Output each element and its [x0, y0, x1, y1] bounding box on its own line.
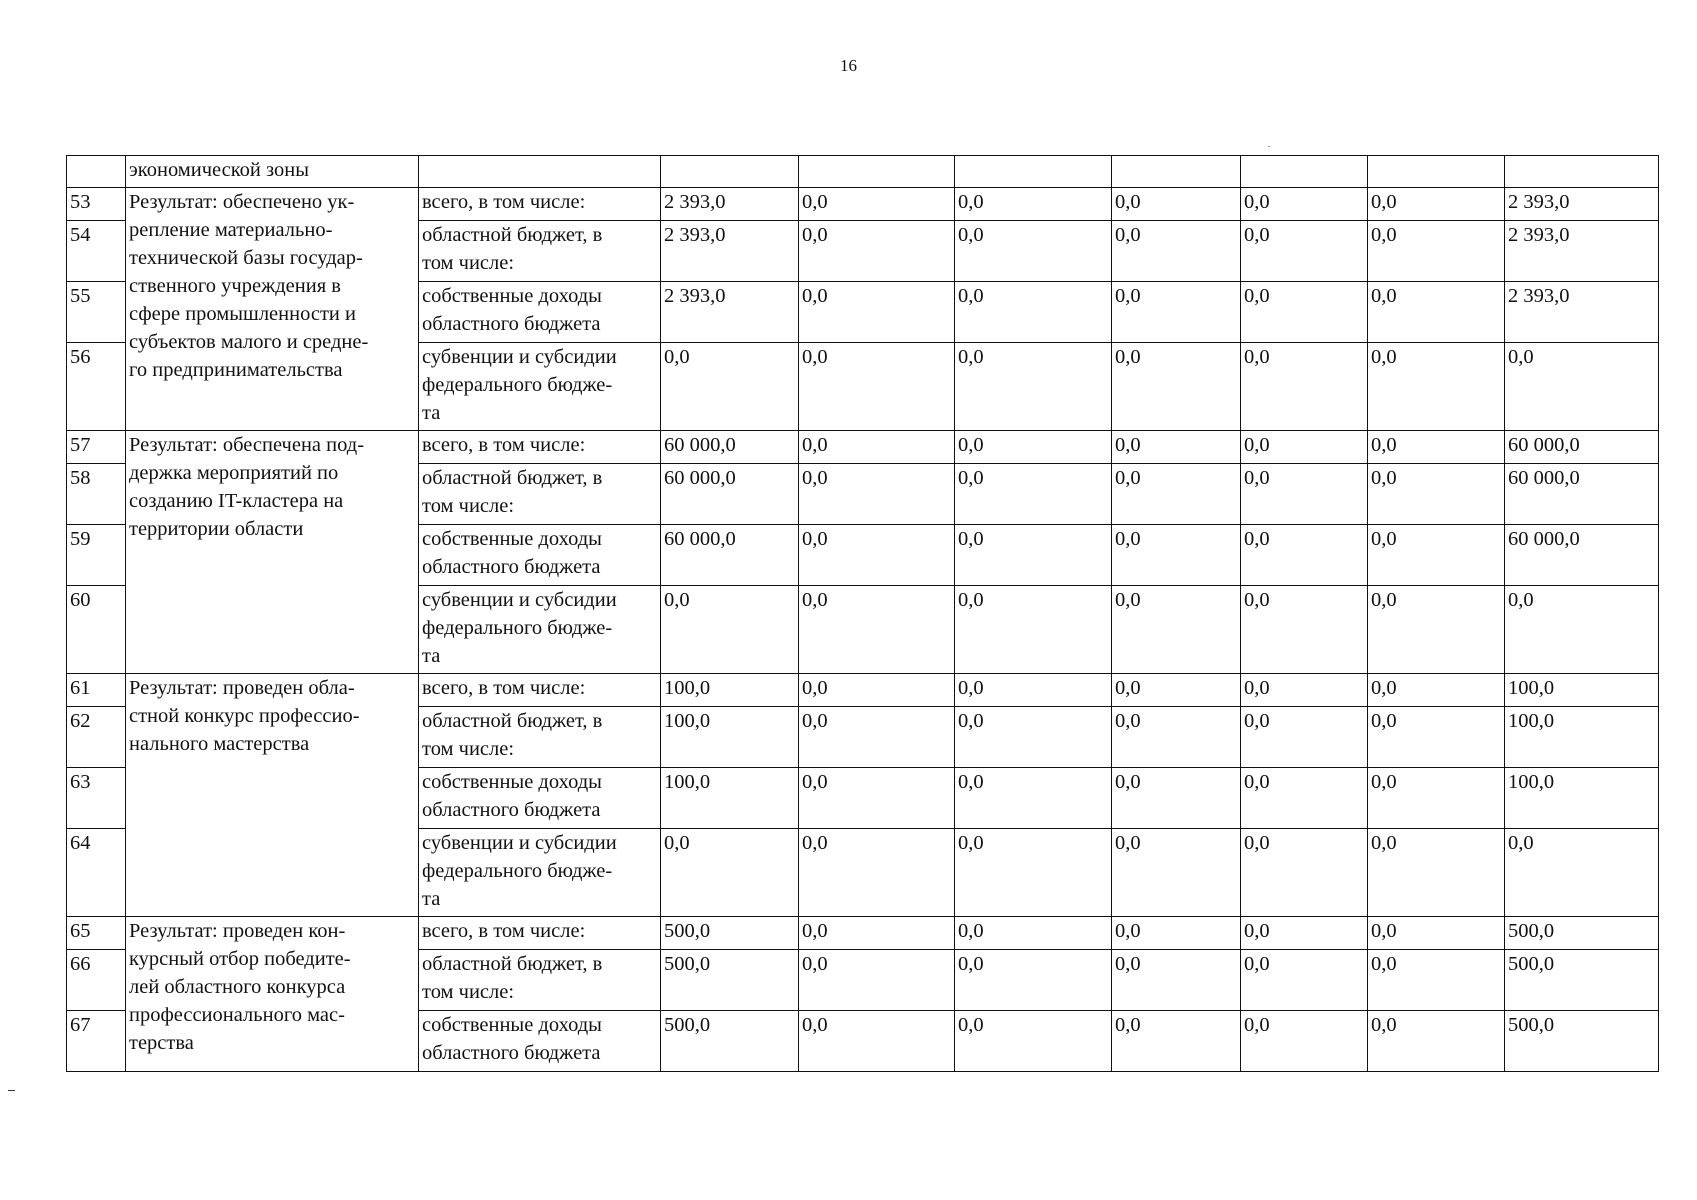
value-cell	[661, 156, 799, 188]
value-cell: 0,0	[1112, 917, 1241, 950]
value-cell: 0,0	[1368, 188, 1505, 221]
value-cell: 0,0	[799, 1011, 955, 1072]
result-cell: Результат: обеспечено ук- репление материально- технической базы государ- ственного учреждения в сфере промышленности и субъектов малого и средне- го предпринимательства	[126, 188, 419, 431]
result-cell: Результат: обеспечена под- держка мероприятий по созданию IT-кластера на территории области	[126, 431, 419, 674]
result-cell: Результат: проведен обла- стной конкурс профессио- нального мастерства	[126, 674, 419, 917]
value-cell: 0,0	[1241, 950, 1368, 1011]
table-row	[67, 431, 1659, 464]
row-number-cell	[67, 156, 126, 188]
value-cell: 0,0	[799, 221, 955, 282]
value-cell: 0,0	[1112, 431, 1241, 464]
value-cell: 0,0	[1368, 282, 1505, 343]
table-row	[67, 188, 1659, 221]
page-number: 16	[840, 56, 857, 75]
source-cell: субвенции и субсидии федерального бюдже- та	[419, 343, 661, 431]
value-cell: 0,0	[1368, 1011, 1505, 1072]
value-cell: 0,0	[799, 707, 955, 768]
value-cell: 500,0	[661, 1011, 799, 1072]
value-cell: 0,0	[1368, 464, 1505, 525]
row-number-cell: 63	[67, 768, 126, 829]
value-cell: 0,0	[1241, 917, 1368, 950]
margin-mark	[8, 1090, 15, 1091]
value-cell: 0,0	[1112, 768, 1241, 829]
value-cell: 0,0	[799, 829, 955, 917]
value-cell: 0,0	[1112, 707, 1241, 768]
value-cell: 0,0	[1112, 282, 1241, 343]
value-cell: 0,0	[1368, 343, 1505, 431]
value-cell: 60 000,0	[1505, 464, 1659, 525]
value-cell: 0,0	[1112, 464, 1241, 525]
value-cell: 0,0	[1241, 282, 1368, 343]
value-cell: 0,0	[1241, 586, 1368, 674]
value-cell: 0,0	[955, 343, 1112, 431]
source-cell: собственные доходы областного бюджета	[419, 768, 661, 829]
value-cell: 0,0	[1241, 768, 1368, 829]
value-cell: 100,0	[661, 768, 799, 829]
value-cell: 0,0	[799, 525, 955, 586]
value-cell: 0,0	[799, 343, 955, 431]
value-cell: 500,0	[661, 917, 799, 950]
table-body	[67, 156, 1659, 1072]
row-number-cell: 59	[67, 525, 126, 586]
value-cell: 2 393,0	[661, 188, 799, 221]
row-number-cell: 54	[67, 221, 126, 282]
value-cell: 0,0	[1112, 950, 1241, 1011]
value-cell: 0,0	[955, 464, 1112, 525]
value-cell: 0,0	[955, 917, 1112, 950]
value-cell: 0,0	[1241, 343, 1368, 431]
value-cell: 0,0	[955, 431, 1112, 464]
value-cell: 0,0	[1112, 221, 1241, 282]
value-cell	[1368, 156, 1505, 188]
value-cell	[955, 156, 1112, 188]
source-cell: субвенции и субсидии федерального бюдже- та	[419, 586, 661, 674]
row-number-cell: 66	[67, 950, 126, 1011]
value-cell: 0,0	[1112, 188, 1241, 221]
value-cell: 0,0	[661, 829, 799, 917]
value-cell	[1505, 156, 1659, 188]
source-cell: всего, в том числе:	[419, 431, 661, 464]
value-cell: 0,0	[1505, 586, 1659, 674]
source-cell: субвенции и субсидии федерального бюдже- та	[419, 829, 661, 917]
source-cell: всего, в том числе:	[419, 674, 661, 707]
row-number-cell: 64	[67, 829, 126, 917]
value-cell: 0,0	[1368, 586, 1505, 674]
source-cell: областной бюджет, в том числе:	[419, 221, 661, 282]
value-cell: 0,0	[955, 829, 1112, 917]
value-cell: 0,0	[955, 188, 1112, 221]
source-cell: собственные доходы областного бюджета	[419, 282, 661, 343]
value-cell: 0,0	[955, 768, 1112, 829]
source-cell: всего, в том числе:	[419, 917, 661, 950]
result-cell: экономической зоны	[126, 156, 419, 188]
value-cell: 0,0	[1241, 188, 1368, 221]
value-cell	[799, 156, 955, 188]
row-number-cell: 58	[67, 464, 126, 525]
value-cell: 2 393,0	[1505, 221, 1659, 282]
value-cell: 0,0	[1112, 343, 1241, 431]
value-cell: 100,0	[661, 707, 799, 768]
value-cell: 0,0	[955, 525, 1112, 586]
value-cell: 0,0	[661, 343, 799, 431]
value-cell: 60 000,0	[661, 525, 799, 586]
value-cell: 2 393,0	[1505, 188, 1659, 221]
value-cell: 0,0	[799, 188, 955, 221]
value-cell: 0,0	[799, 950, 955, 1011]
row-number-cell: 65	[67, 917, 126, 950]
value-cell: 500,0	[661, 950, 799, 1011]
value-cell: 100,0	[661, 674, 799, 707]
value-cell: 0,0	[1241, 1011, 1368, 1072]
value-cell: 0,0	[1368, 674, 1505, 707]
source-cell: собственные доходы областного бюджета	[419, 1011, 661, 1072]
row-number-cell: 57	[67, 431, 126, 464]
value-cell: 100,0	[1505, 674, 1659, 707]
value-cell: 0,0	[1368, 707, 1505, 768]
row-number-cell: 56	[67, 343, 126, 431]
result-cell: Результат: проведен кон- курсный отбор победите- лей областного конкурса профессионального мас- терства	[126, 917, 419, 1072]
row-number-cell: 53	[67, 188, 126, 221]
row-number-cell: 62	[67, 707, 126, 768]
value-cell: 0,0	[799, 674, 955, 707]
value-cell: 0,0	[955, 674, 1112, 707]
value-cell: 0,0	[661, 586, 799, 674]
value-cell: 0,0	[1112, 674, 1241, 707]
value-cell: 60 000,0	[1505, 431, 1659, 464]
value-cell: 2 393,0	[661, 282, 799, 343]
value-cell: 0,0	[799, 282, 955, 343]
value-cell: 0,0	[955, 1011, 1112, 1072]
budget-table	[66, 155, 1659, 1072]
value-cell: 0,0	[1368, 768, 1505, 829]
source-cell: собственные доходы областного бюджета	[419, 525, 661, 586]
value-cell: 0,0	[1112, 525, 1241, 586]
value-cell: 0,0	[1368, 525, 1505, 586]
source-cell: всего, в том числе:	[419, 188, 661, 221]
value-cell	[1241, 156, 1368, 188]
value-cell: 0,0	[955, 950, 1112, 1011]
source-cell: областной бюджет, в том числе:	[419, 950, 661, 1011]
value-cell: 0,0	[1241, 829, 1368, 917]
value-cell: 0,0	[1368, 829, 1505, 917]
value-cell: 0,0	[955, 707, 1112, 768]
value-cell: 0,0	[799, 768, 955, 829]
value-cell: 0,0	[799, 917, 955, 950]
value-cell: 0,0	[1368, 431, 1505, 464]
value-cell: 0,0	[799, 464, 955, 525]
continuation-row	[67, 156, 1659, 188]
table-row	[67, 674, 1659, 707]
value-cell: 0,0	[1112, 586, 1241, 674]
row-number-cell: 67	[67, 1011, 126, 1072]
value-cell: 0,0	[1241, 221, 1368, 282]
value-cell: 2 393,0	[1505, 282, 1659, 343]
value-cell: 0,0	[955, 282, 1112, 343]
value-cell: 0,0	[1241, 464, 1368, 525]
value-cell: 0,0	[955, 586, 1112, 674]
value-cell: 0,0	[1505, 829, 1659, 917]
row-number-cell: 55	[67, 282, 126, 343]
source-cell	[419, 156, 661, 188]
value-cell: 0,0	[1241, 525, 1368, 586]
value-cell: 100,0	[1505, 768, 1659, 829]
value-cell: 0,0	[955, 221, 1112, 282]
value-cell: 0,0	[1368, 950, 1505, 1011]
value-cell: 500,0	[1505, 917, 1659, 950]
table-row	[67, 917, 1659, 950]
value-cell: 0,0	[1241, 707, 1368, 768]
source-cell: областной бюджет, в том числе:	[419, 464, 661, 525]
value-cell: 100,0	[1505, 707, 1659, 768]
row-number-cell: 61	[67, 674, 126, 707]
value-cell: 0,0	[1241, 431, 1368, 464]
value-cell: 0,0	[1368, 221, 1505, 282]
value-cell: 0,0	[1112, 829, 1241, 917]
value-cell: 2 393,0	[661, 221, 799, 282]
value-cell: 0,0	[1368, 917, 1505, 950]
source-cell: областной бюджет, в том числе:	[419, 707, 661, 768]
value-cell: 60 000,0	[1505, 525, 1659, 586]
value-cell: 0,0	[1112, 1011, 1241, 1072]
value-cell: 500,0	[1505, 950, 1659, 1011]
value-cell: 0,0	[799, 431, 955, 464]
value-cell: 60 000,0	[661, 464, 799, 525]
value-cell: 500,0	[1505, 1011, 1659, 1072]
scan-mark	[1268, 146, 1270, 147]
value-cell	[1112, 156, 1241, 188]
value-cell: 0,0	[799, 586, 955, 674]
value-cell: 0,0	[1505, 343, 1659, 431]
value-cell: 60 000,0	[661, 431, 799, 464]
value-cell: 0,0	[1241, 674, 1368, 707]
row-number-cell: 60	[67, 586, 126, 674]
